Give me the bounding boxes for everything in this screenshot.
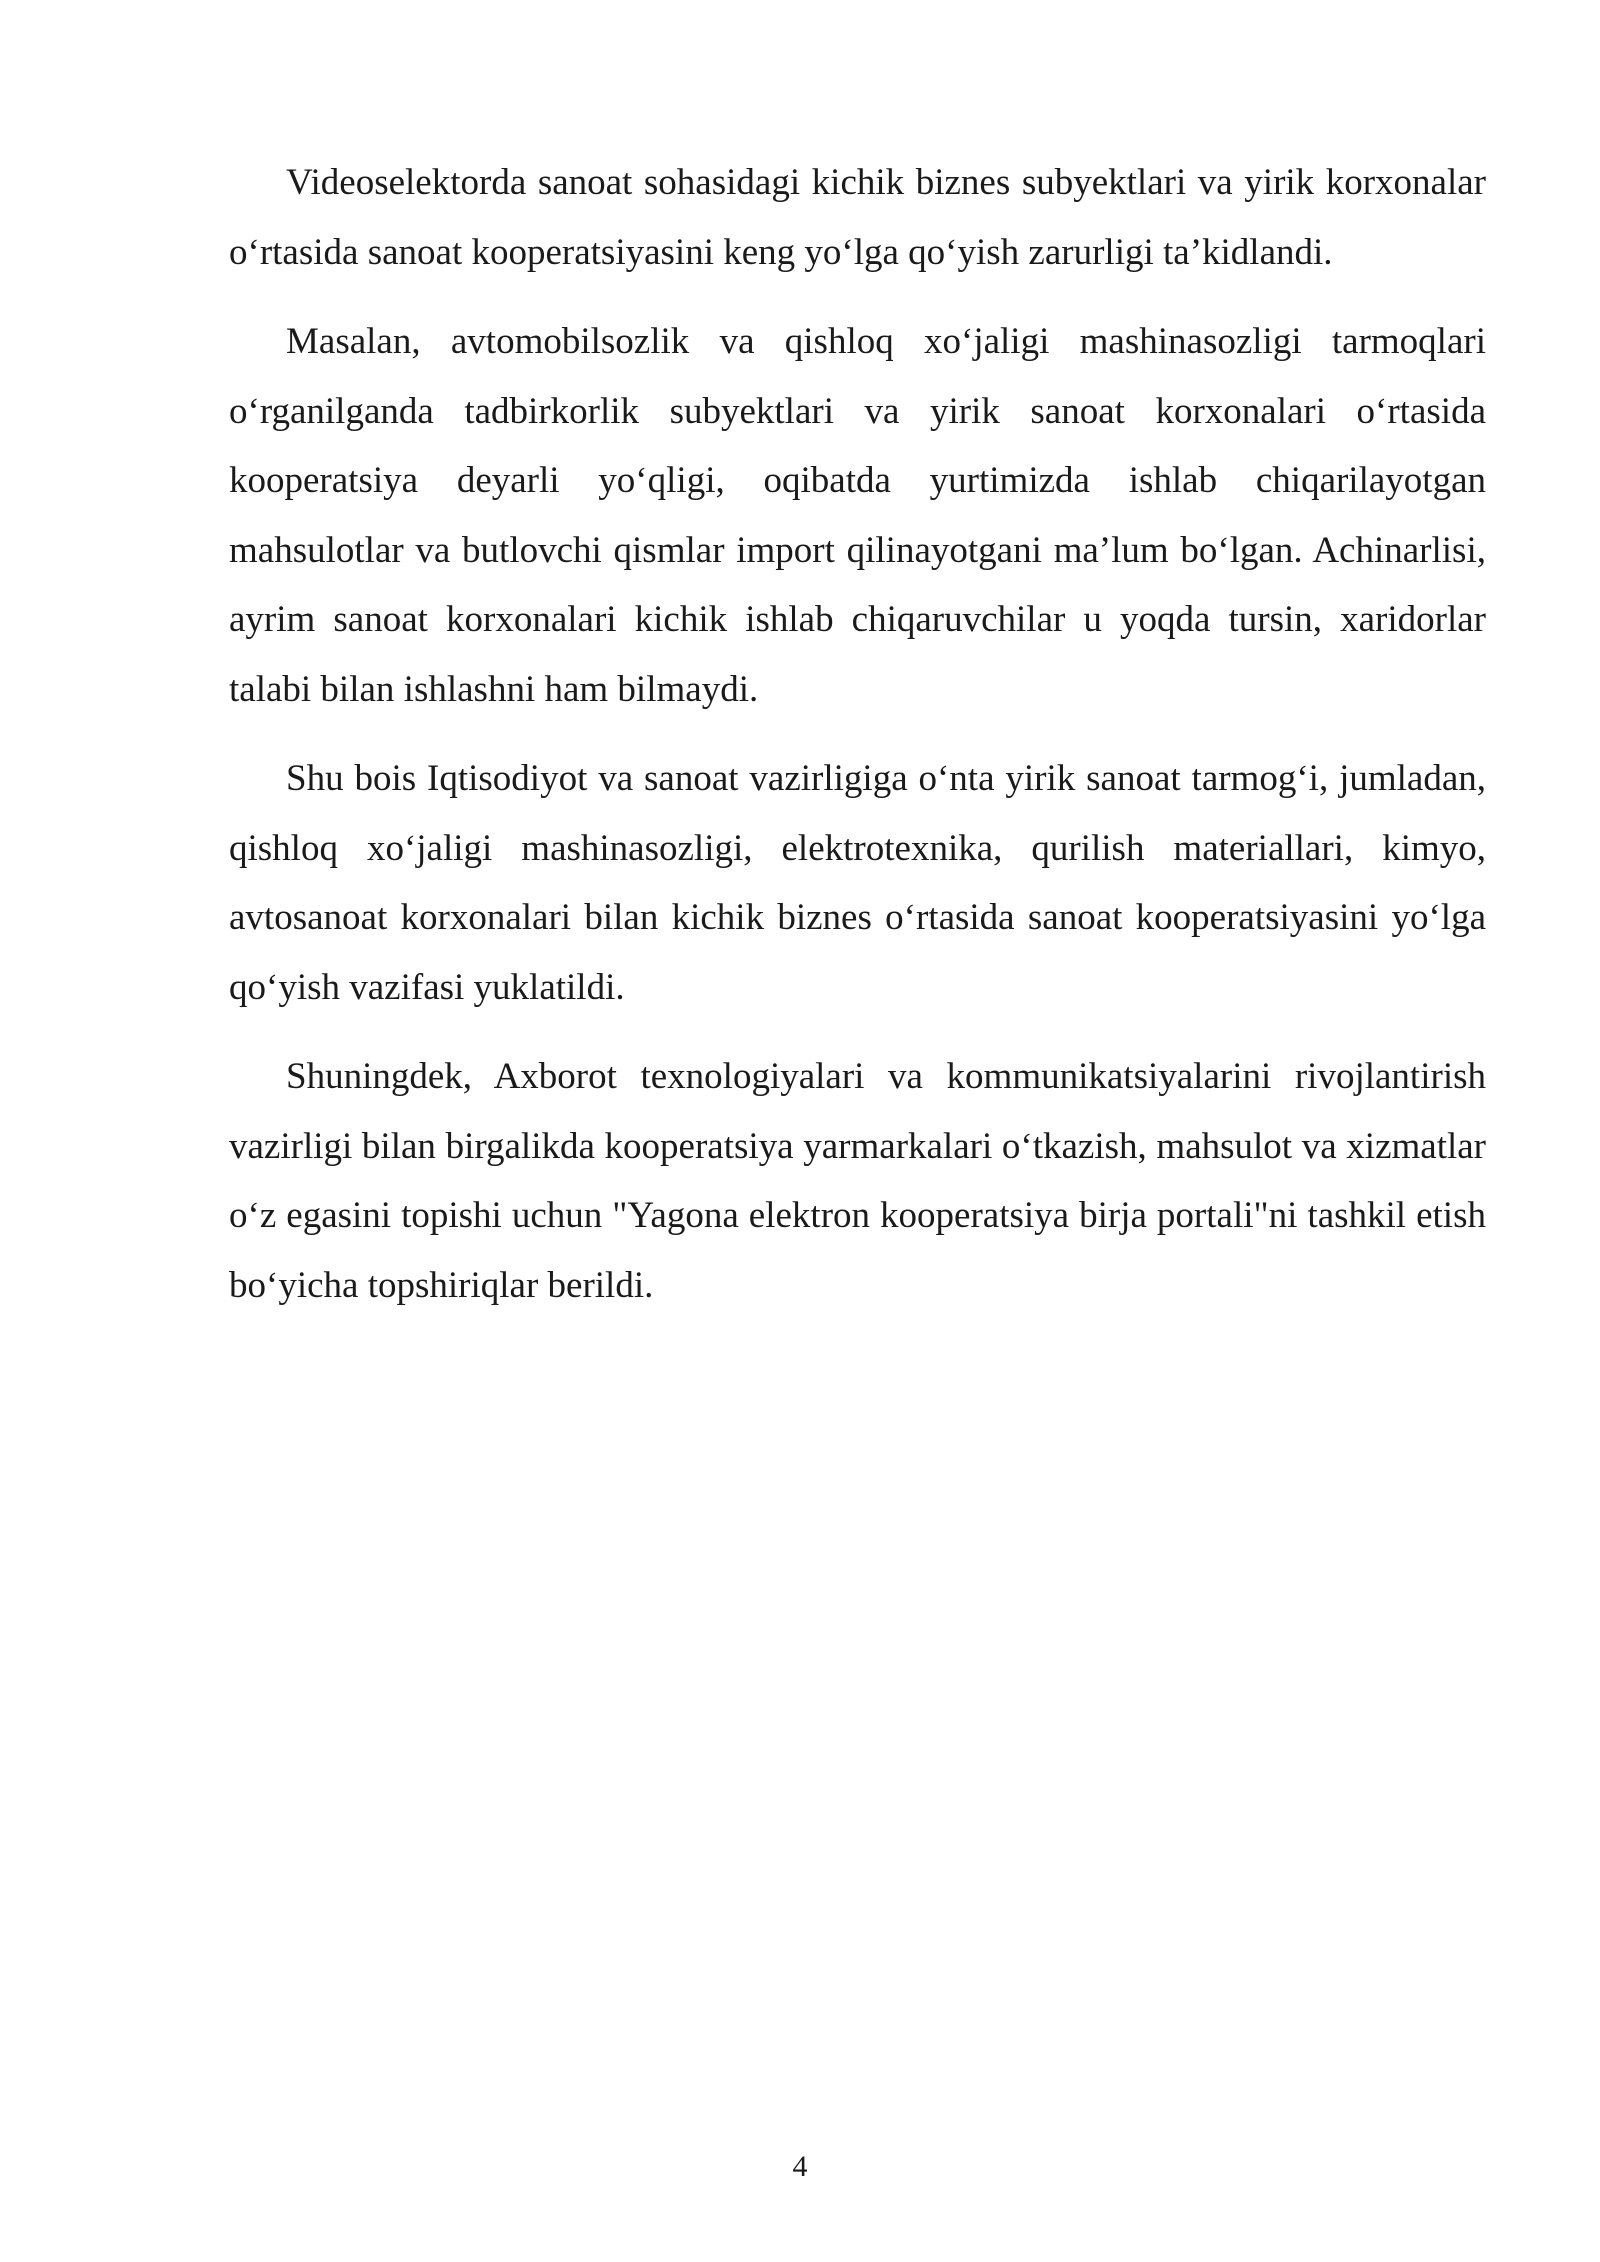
body-text bbox=[229, 148, 1486, 1340]
paragraph-1: Videoselektorda sanoat sohasidagi kichik biznes subyektlari va yirik korxonalar o‘rtasida sanoat kooperatsiyasini keng yo‘lga qo‘yish zarurligi ta’kidlandi. bbox=[229, 162, 1486, 273]
paragraph-4: Shuningdek, Axborot texnologiyalari va kommunikatsiyalarini rivojlantirish vazirligi bilan birgalikda kooperatsiya yarmarkalari o‘tkazish, mahsulot va xizmatlar o‘z egasini topishi uchun "Yagona elektron kooperatsiya birja portali"ni tashkil etish bo‘yicha topshiriqlar berildi. bbox=[229, 1056, 1486, 1306]
paragraph-3: Shu bois Iqtisodiyot va sanoat vazirligiga o‘nta yirik sanoat tarmog‘i, jumladan, qishloq xo‘jaligi mashinasozligi, elektrotexnika, qurilish materiallari, kimyo, avtosanoat korxonalari bilan kichik biznes o‘rtasida sanoat kooperatsiyasini yo‘lga qo‘yish vazifasi yuklatildi. bbox=[229, 758, 1486, 1008]
page-number: 4 bbox=[792, 2150, 808, 2183]
paragraph-2: Masalan, avtomobilsozlik va qishloq xo‘jaligi mashinasozligi tarmoqlari o‘rganilganda tadbirkorlik subyektlari va yirik sanoat korxonalari o‘rtasida kooperatsiya deyarli yo‘qligi, oqibatda yurtimizda ishlab chiqarilayotgan mahsulotlar va butlovchi qismlar import qilinayotgani ma’lum bo‘lgan. Achinarlisi, ayrim sanoat korxonalari kichik ishlab chiqaruvchilar u yoqda tursin, xaridorlar talabi bilan ishlashni ham bilmaydi. bbox=[229, 321, 1486, 710]
